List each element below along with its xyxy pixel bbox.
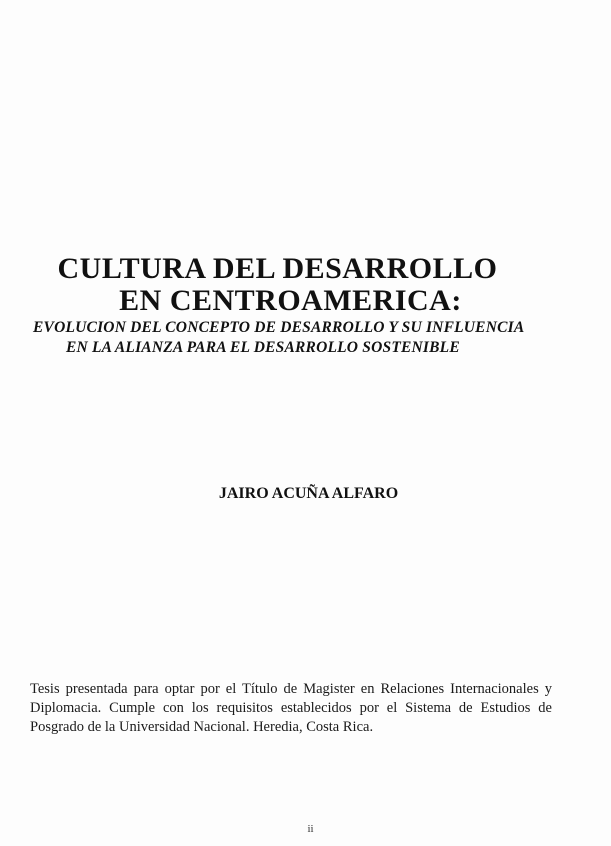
thesis-note: Tesis presentada para optar por el Título de Magister en Relaciones Internacionales y Diplomacia. Cumple con los requisitos establecidos por el Sistema de Estudios de Posgrado de la Universidad Nacional. Heredia, Costa Rica. [30,681,552,735]
author-name: JAIRO ACUÑA ALFARO [218,485,399,502]
page-number: ii [307,823,314,835]
title-line-1: CULTURA DEL DESARROLLO [57,252,498,285]
title-line-2: EN CENTROAMERICA: [119,284,462,317]
subtitle-line-2: EN LA ALIANZA PARA EL DESARROLLO SOSTENIBLE [66,339,460,356]
subtitle-line-1: EVOLUCION DEL CONCEPTO DE DESARROLLO Y SU INFLUENCIA [33,319,525,336]
